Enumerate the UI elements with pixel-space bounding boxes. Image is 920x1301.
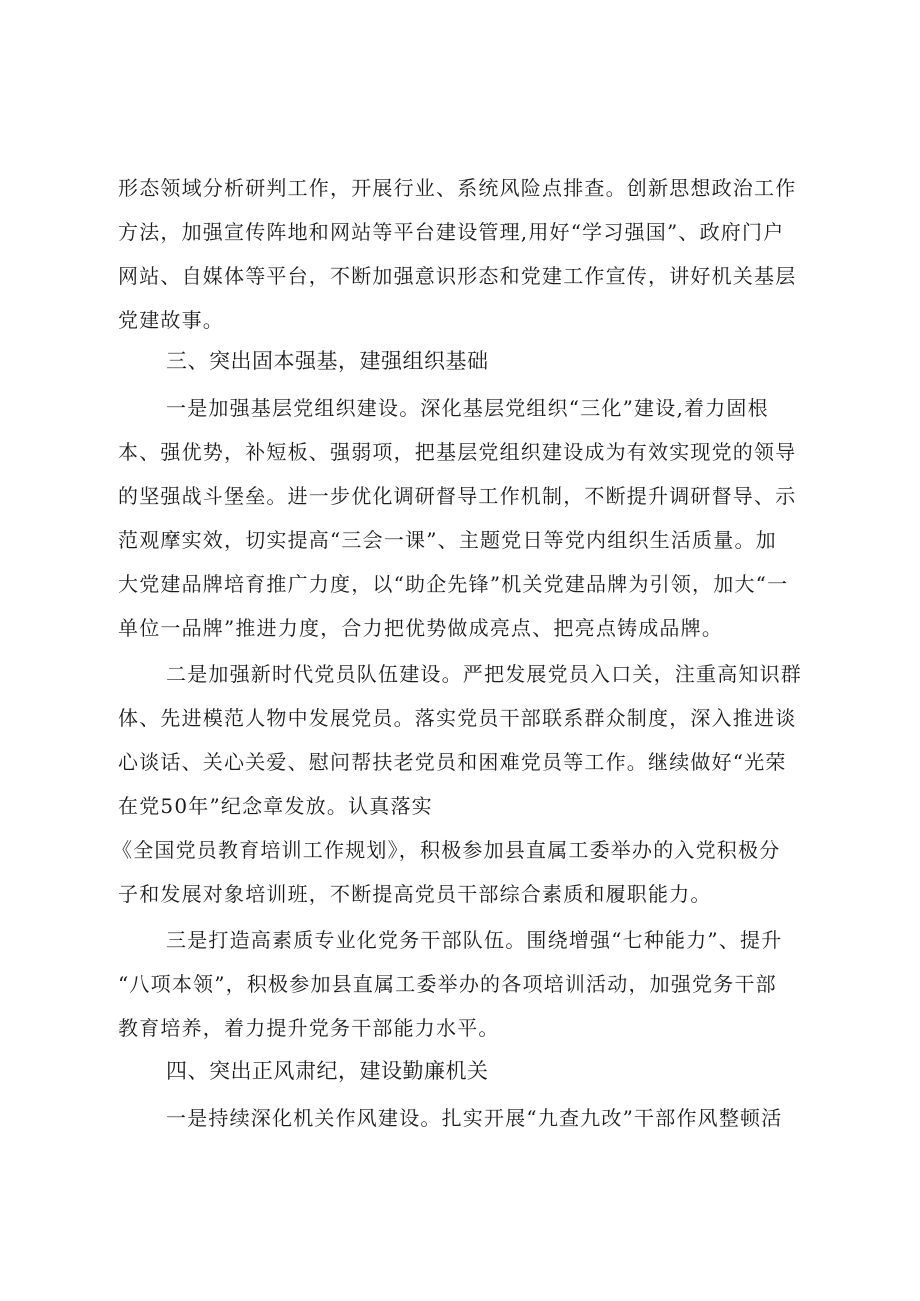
- paragraph-line: 子和发展对象培训班，不断提高党员干部综合素质和履职能力。: [118, 882, 712, 906]
- paragraph-line: 方法，加强宣传阵地和网站等平台建设管理,用好“学习强国”、政府门户: [118, 220, 785, 244]
- paragraph-line: 一是加强基层党组织建设。深化基层党组织“三化”建设,着力固根: [166, 396, 769, 420]
- paragraph-line: 形态领域分析研判工作，开展行业、系统风险点排查。创新思想政治工作: [118, 176, 797, 200]
- paragraph-line: 大党建品牌培育推广力度，以“助企先锋”机关党建品牌为引领，加大“一: [118, 572, 789, 596]
- paragraph-line: 本、强优势，补短板、强弱项，把基层党组织建设成为有效实现党的领导: [118, 440, 797, 464]
- paragraph-line: 三是打造高素质专业化党务干部队伍。围绕增强“七种能力”、提升: [166, 928, 783, 952]
- paragraph-line: “八项本领”，积极参加县直属工委举办的各项培训活动，加强党务干部: [118, 972, 777, 996]
- paragraph-line: 在党50年”纪念章发放。认真落实: [118, 794, 433, 818]
- paragraph-line: 党建故事。: [118, 308, 224, 332]
- paragraph-line: 体、先进模范人物中发展党员。落实党员干部联系群众制度，深入推进谈: [118, 706, 797, 730]
- paragraph-line: 的坚强战斗堡垒。进一步优化调研督导工作机制，不断提升调研督导、示: [118, 484, 797, 508]
- paragraph-line: 心谈话、关心关爱、慰问帮扶老党员和困难党员等工作。继续做好“光荣: [118, 750, 787, 774]
- paragraph-line: 二是加强新时代党员队伍建设。严把发展党员入口关，注重高知识群: [166, 662, 802, 686]
- paragraph-line: 范观摩实效，切实提高“三会一课”、主题党日等党内组织生活质量。加: [118, 528, 777, 552]
- paragraph-line: 单位一品牌”推进力度，合力把优势做成亮点、把亮点铸成品牌。: [118, 616, 724, 640]
- paragraph-line: 教育培养，着力提升党务干部能力水平。: [118, 1016, 500, 1040]
- paragraph-line: 《全国党员教育培训工作规划》，积极参加县直属工委举办的入党积极分: [112, 838, 781, 862]
- paragraph-line: 一是持续深化机关作风建设。扎实开展“九查九改”干部作风整顿活: [166, 1106, 783, 1130]
- section-heading-3: 三、突出固本强基，建强组织基础: [166, 349, 489, 373]
- paragraph-line: 网站、自媒体等平台，不断加强意识形态和党建工作宣传，讲好机关基层: [118, 264, 797, 288]
- section-heading-4: 四、突出正风肃纪，建设勤廉机关: [166, 1059, 489, 1083]
